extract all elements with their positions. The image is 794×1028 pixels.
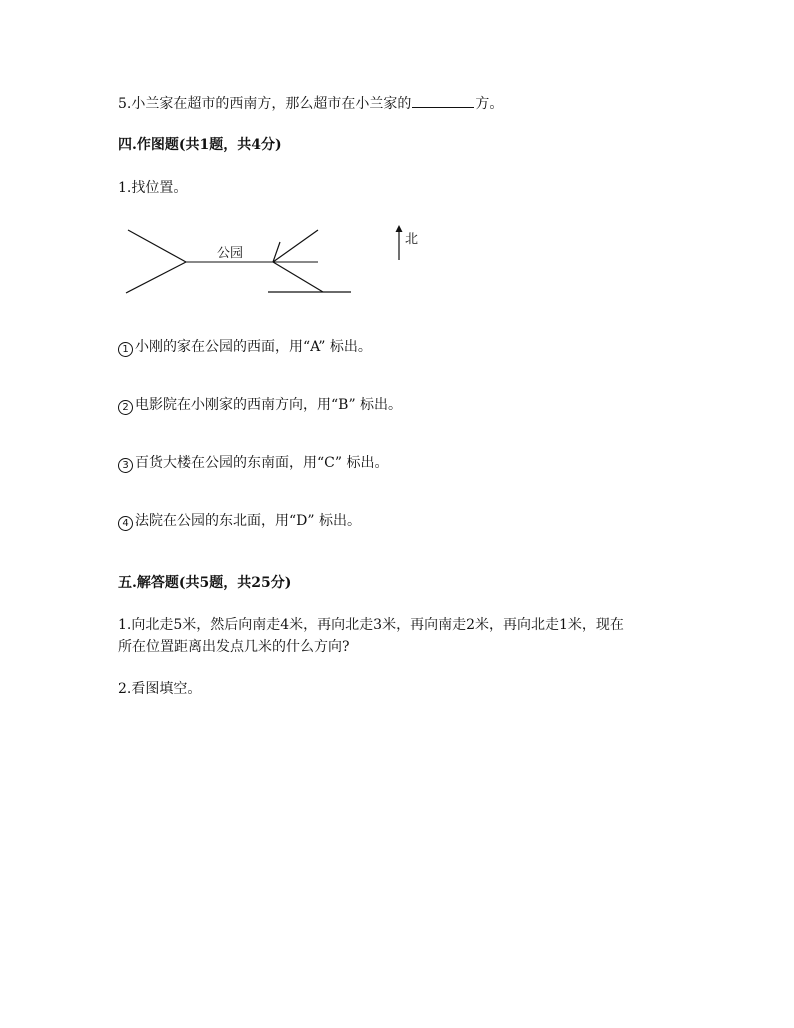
- answer-blank[interactable]: [412, 93, 474, 108]
- question-5-text-before: 5.小兰家在超市的西南方，那么超市在小兰家的: [118, 96, 412, 112]
- item-number-circle: 4: [118, 516, 133, 531]
- item-text: 电影院在小刚家的西南方向，用“B” 标出。: [135, 397, 403, 413]
- item-number-circle: 3: [118, 458, 133, 473]
- section-4-item-3: [118, 453, 388, 473]
- question-5-text-after: 方。: [475, 96, 504, 112]
- section-4-item-1: [118, 337, 372, 357]
- location-map: [118, 220, 428, 300]
- item-text: 法院在公园的东北面，用“D” 标出。: [135, 513, 361, 529]
- item-text: 小刚的家在公园的西面，用“A” 标出。: [135, 339, 372, 355]
- map-park-label: 公园: [217, 246, 244, 261]
- map-north-label: 北: [405, 232, 419, 247]
- question-1-line-1: 1.向北走5米，然后向南走4米，再向北走3米，再向南走2米，再向北走1米，现在: [118, 617, 624, 633]
- section-4-item-4: [118, 511, 361, 531]
- item-number-circle: 2: [118, 400, 133, 415]
- section-4-question-1-title: 1.找位置。: [118, 180, 188, 196]
- map-road-left-upper: [128, 230, 186, 262]
- question-1-line-2: 所在位置距离出发点几米的什么方向?: [118, 639, 350, 655]
- section-5-question-2: 2.看图填空。: [118, 681, 202, 697]
- question-5: [118, 93, 503, 114]
- map-road-right-upper: [273, 230, 318, 262]
- section-5-title: 五.解答题(共5题，共25分): [118, 575, 292, 591]
- section-4-title: 四.作图题(共1题，共4分): [118, 137, 282, 153]
- item-text: 百货大楼在公园的东南面，用“C” 标出。: [135, 455, 389, 471]
- map-road-left-lower: [126, 262, 186, 293]
- map-road-right-lower: [273, 262, 323, 292]
- section-4-item-2: [118, 395, 402, 415]
- section-5-question-1: [118, 614, 678, 658]
- north-arrow-head-icon: [396, 225, 403, 232]
- item-number-circle: 1: [118, 342, 133, 357]
